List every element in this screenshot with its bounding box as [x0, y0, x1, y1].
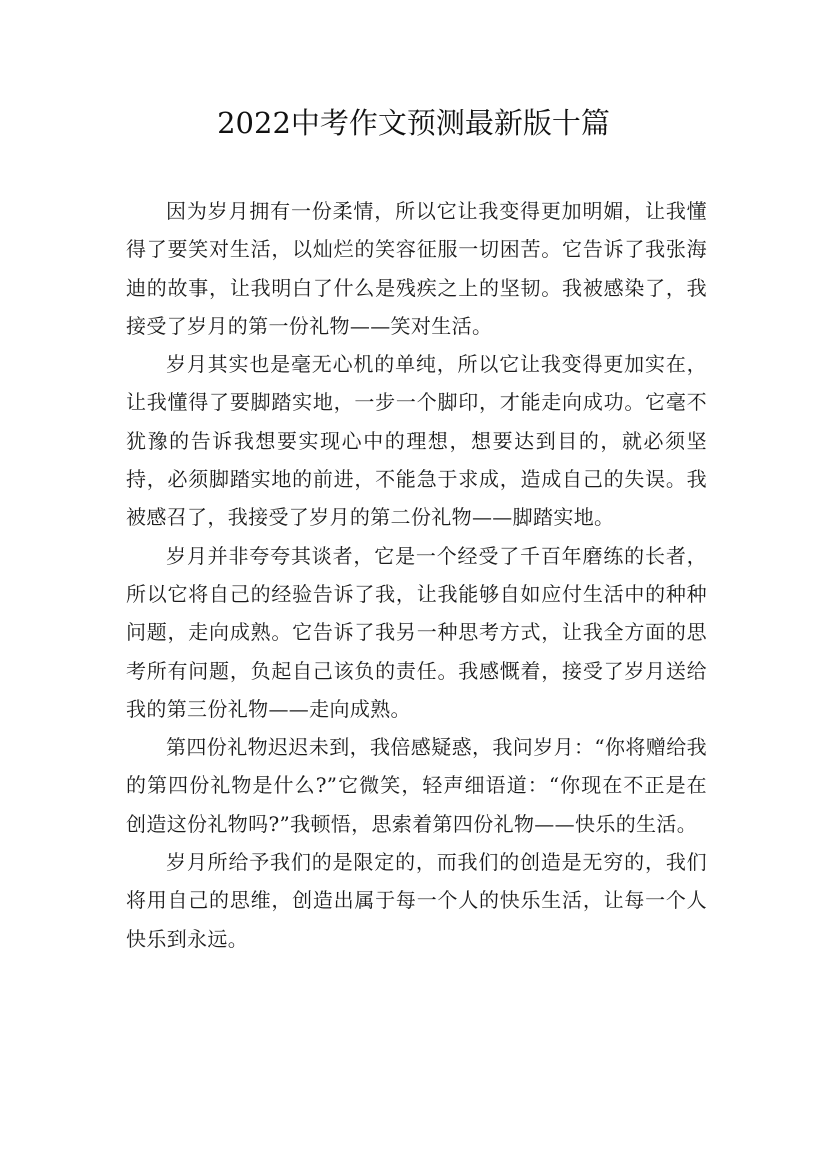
paragraph-2: 岁月其实也是毫无心机的单纯，所以它让我变得更加实在，让我懂得了要脚踏实地，一步一个脚印，才能走向成功。它毫不犹豫的告诉我想要实现心中的理想，想要达到目的，就必须坚持，必须脚踏实地的前进，不能急于求成，造成自己的失误。我被感召了，我接受了岁月的第二份礼物——脚踏实地。: [126, 352, 707, 530]
paragraph-1: 因为岁月拥有一份柔情，所以它让我变得更加明媚，让我懂得了要笑对生活，以灿烂的笑容征服一切困苦。它告诉了我张海迪的故事，让我明白了什么是残疾之上的坚韧。我被感染了，我接受了岁月的第一份礼物——笑对生活。: [126, 199, 707, 338]
document-body: [126, 192, 707, 958]
paragraph-4: 第四份礼物迟迟未到，我倍感疑惑，我问岁月：“你将赠给我的第四份礼物是什么?”它微笑，轻声细语道：“你现在不正是在创造这份礼物吗?”我顿悟，思索着第四份礼物——快乐的生活。: [126, 735, 707, 836]
document-title: 2022中考作文预测最新版十篇: [217, 106, 610, 140]
paragraph-5: 岁月所给予我们的是限定的，而我们的创造是无穷的，我们将用自己的思维，创造出属于每一个人的快乐生活，让每一个人快乐到永远。: [126, 850, 707, 951]
paragraph-3: 岁月并非夸夸其谈者，它是一个经受了千百年磨练的长者，所以它将自己的经验告诉了我，让我能够自如应付生活中的种种问题，走向成熟。它告诉了我另一种思考方式，让我全方面的思考所有问题，负起自己该负的责任。我感慨着，接受了岁月送给我的第三份礼物——走向成熟。: [126, 543, 707, 721]
